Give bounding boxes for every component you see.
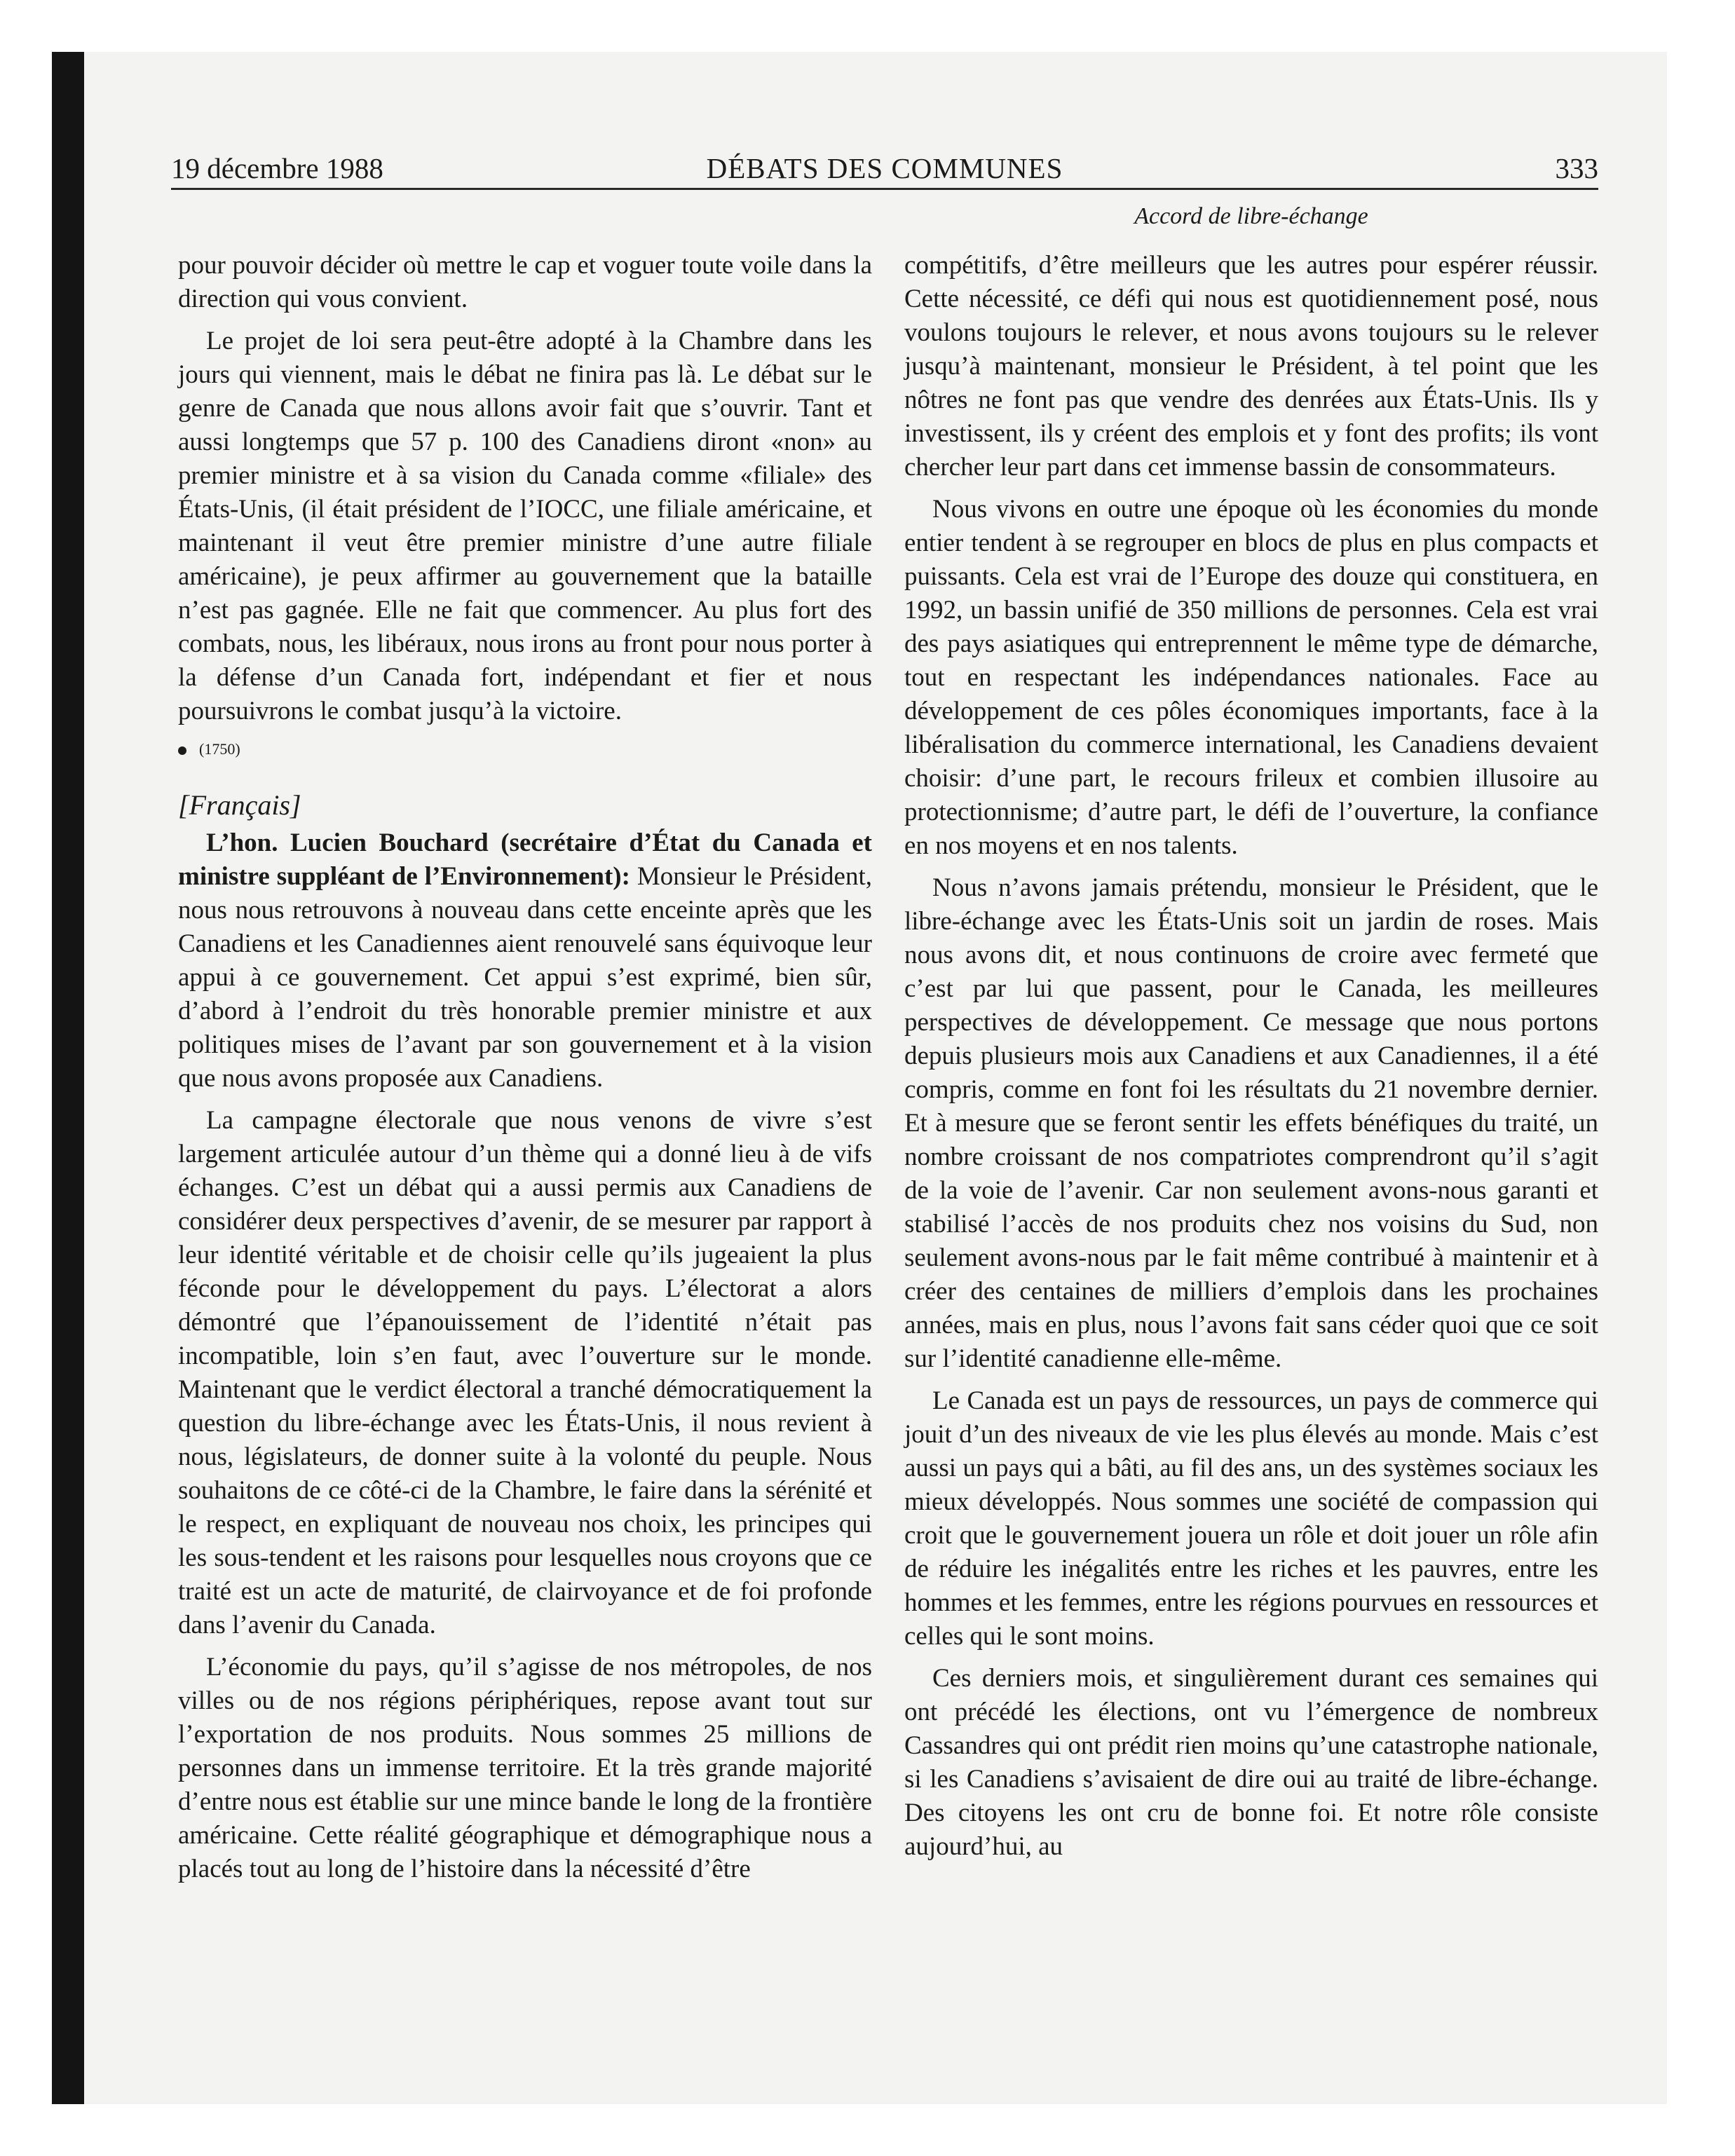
right-column [904,249,1598,1864]
page-number: 333 [1555,152,1598,184]
paragraph: Le projet de loi sera peut-être adopté à la Chambre dans les jours qui viennent, mais le débat ne finira pas là. Le débat sur le genre de Canada que nous allons avoir fait que s’ouvrir. Tant et aussi longtemps que 57 p. 100 des Canadiens diront «non» au premier ministre et à sa vision du Canada comme «filiale» des États-Unis, (il était président de l’IOCC, une filiale américaine, et maintenant il veut être premier ministre d’une autre filiale américaine), je peux affirmer au gouvernement que la bataille n’est pas gagnée. Elle ne fait que commencer. Au plus fort des combats, nous, les libéraux, nous irons au front pour nous porter à la défense d’un Canada fort, indépendant et fier et nous poursuivrons le combat jusqu’à la victoire. [178,327,872,725]
header-title: DÉBATS DES COMMUNES [706,152,1063,184]
speech-opening [178,826,872,1096]
language-tag: [Français] [178,789,301,821]
paragraph: Ces derniers mois, et singulièrement durant ces semaines qui ont précédé les élections, ont vu l’émergence de nombreux Cassandres qui ont prédit rien moins qu’une catastrophe nationale, si les Canadiens s’avisaient de dire oui au traité de libre-échange. Des citoyens les ont cru de bonne foi. Et notre rôle consiste aujourd’hui, au [904,1664,1598,1861]
paragraph: Nous vivons en outre une époque où les économies du monde entier tendent à se regrouper en blocs de plus en plus compacts et puissants. Cela est vrai de l’Europe des douze qui constituera, en 1992, un bassin unifié de 350 millions de personnes. Cela est vrai des pays asiatiques qui entreprennent le même type de démarche, tout en respectant les indépendances nationales. Face au développement de ces pôles économiques importants, face à la libéralisation du commerce international, les Canadiens devaient choisir: d’une part, le recours frileux et combien illusoire au protectionnisme; d’autre part, le défi de l’ouverture, la confiance en nos moyens et en nos talents. [904,495,1598,860]
header-rule [171,188,1598,190]
time-marker-text: (1750) [199,740,240,758]
time-marker [178,732,872,766]
paragraph: Le Canada est un pays de ressources, un pays de commerce qui jouit d’un des niveaux de vie les plus élevés au monde. Mais c’est aussi un pays qui a bâti, au fil des ans, un des systèmes sociaux les mieux développés. Nous sommes une société de compassion qui croit que le gouvernement jouera un rôle et doit jouer un rôle afin de réduire les inégalités entre les riches et les pauvres, entre les hommes et les femmes, entre les régions pourvues en ressources et celles qui le sont moins. [904,1386,1598,1651]
paragraph: pour pouvoir décider où mettre le cap et voguer toute voile dans la direction qui vous convient. [178,251,872,313]
speaker-name: L’hon. Lucien Bouchard (secrétaire d’État du Canada et ministre suppléant de l’Environnement): [178,828,872,891]
paragraph: compétitifs, d’être meilleurs que les autres pour espérer réussir. Cette nécessité, ce défi qui nous est quotidiennement posé, nous voulons toujours le relever, et nous avons toujours su le relever jusqu’à maintenant, monsieur le Président, à tel point que les nôtres ne font pas que vendre des denrées aux États-Unis. Ils y investissent, ils y créent des emplois et y font des profits; ils vont chercher leur part dans cet immense bassin de consommateurs. [904,251,1598,482]
left-column [178,249,872,1886]
page-header [171,150,1598,186]
paragraph: Nous n’avons jamais prétendu, monsieur le Président, que le libre-échange avec les États-Unis soit un jardin de roses. Mais nous avons dit, et nous continuons de croire avec fermeté que c’est par lui que passent, pour le Canada, les meilleures perspectives de développement. Ce message que nous portons depuis plusieurs mois aux Canadiens et aux Canadiennes, il a été compris, comme en font foi les résultats du 21 novembre dernier. Et à mesure que se feront sentir les effets bénéfiques du traité, un nombre croissant de nos compatriotes comprendront qu’il s’agit de la voie de l’avenir. Car non seulement avons-nous garanti et stabilisé l’accès de nos produits chez nos voisins du Sud, non seulement avons-nous par le fait même contribué à maintenir et à créer des centaines de milliers d’emplois dans les prochaines années, mais en plus, nous l’avons fait sans céder quoi que ce soit sur l’identité canadienne elle-même. [904,873,1598,1373]
paragraph: La campagne électorale que nous venons de vivre s’est largement articulée autour d’un thème qui a donné lieu à de vifs échanges. C’est un débat qui a aussi permis aux Canadiens de considérer deux perspectives d’avenir, de se mesurer par rapport à leur identité véritable et de choisir celle qu’ils jugeaient la plus féconde pour le développement du pays. L’électorat a alors démontré que l’épanouissement de l’identité n’était pas incompatible, loin s’en faut, avec l’ouverture sur le monde. Maintenant que le verdict électoral a tranché démocratiquement la question du libre-échange avec les États-Unis, il nous revient à nous, législateurs, de donner suite à la volonté du peuple. Nous souhaitons de ce côté-ci de la Chambre, le faire dans la sérénité et le respect, en expliquant de nouveau nos choix, les principes qui les sous-tendent et les raisons pour lesquelles nous croyons que ce traité est un acte de maturité, de clairvoyance et de foi profonde dans l’avenir du Canada. [178,1106,872,1639]
section-subtitle: Accord de libre-échange [1134,203,1368,229]
paragraph: L’économie du pays, qu’il s’agisse de nos métropoles, de nos villes ou de nos régions périphériques, repose avant tout sur l’exportation de nos produits. Nous sommes 25 millions de personnes dans un immense territoire. Et la très grande majorité d’entre nous est établie sur une mince bande le long de la frontière américaine. Cette réalité géographique et démographique nous a placés tout au long de l’histoire dans la nécessité d’être [178,1653,872,1883]
bullet-icon [178,746,186,755]
binding-edge [52,52,84,2104]
speech-text: Monsieur le Président, nous nous retrouvons à nouveau dans cette enceinte après que les Canadiens et les Canadiennes aient renouvelé sans équivoque leur appui à ce gouvernement. Cet appui s’est exprimé, bien sûr, d’abord à l’endroit du très honorable premier ministre et aux politiques mises de l’avant par son gouvernement et à la vision que nous avons proposée aux Canadiens. [178,862,873,1093]
header-date: 19 décembre 1988 [171,152,383,184]
